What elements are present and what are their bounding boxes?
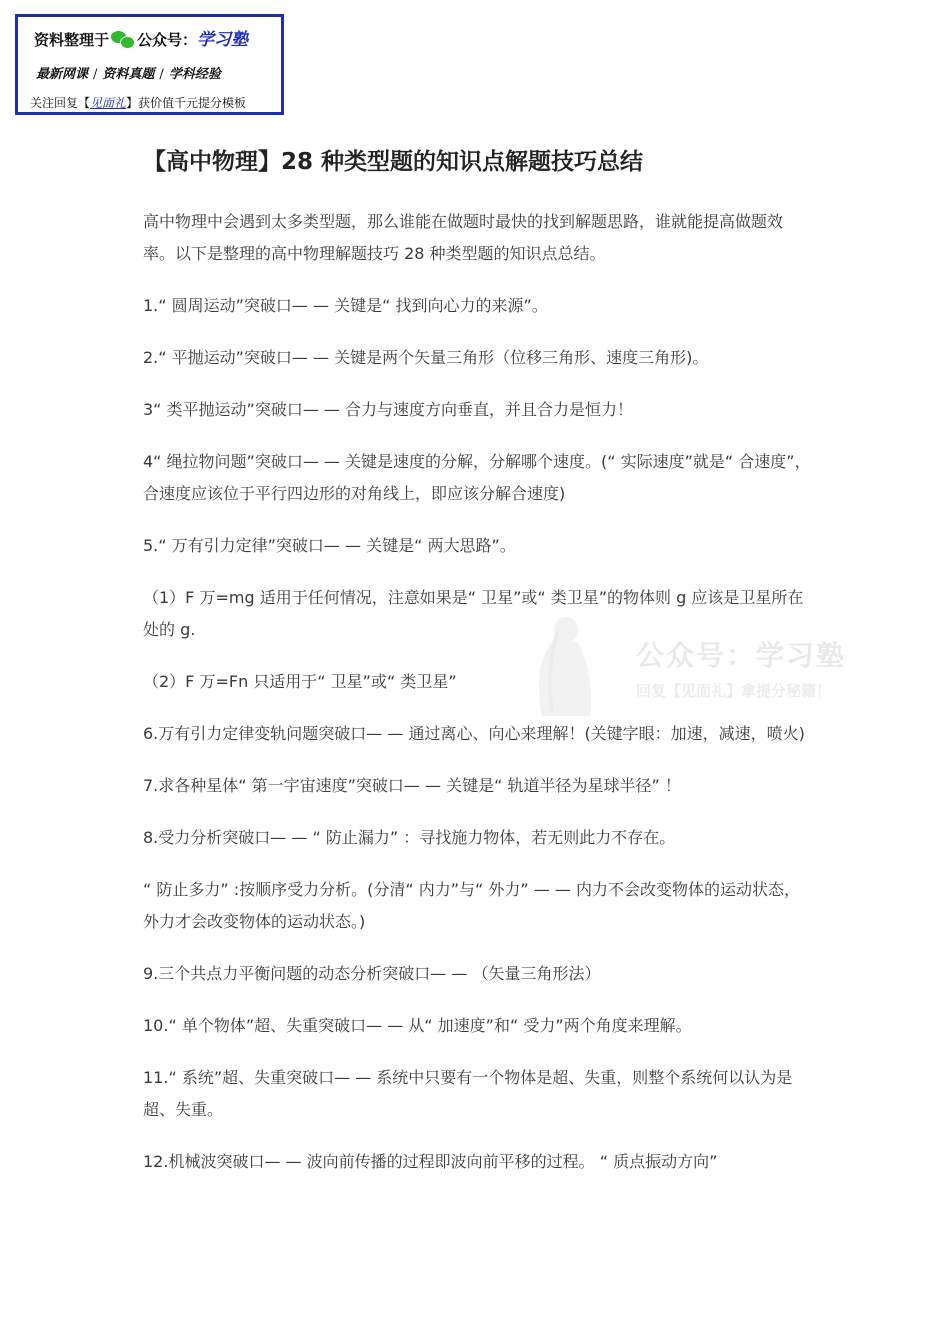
promo-gift-suffix: 】获价值千元提分模板 [126,96,247,110]
tip-paragraph: 6.万有引力定律变轨问题突破口— — 通过离心、向心来理解！(关键字眼：加速，减速，喷火) [143,724,805,743]
promo-source-line [34,25,248,50]
tip-paragraph: 8.受力分析突破口— — “ 防止漏力” ：寻找施力物体，若无则此力不存在。 [143,828,676,847]
promo-link-experience[interactable]: 学科经验 [168,67,221,82]
watermark-account: 公众号：学习塾 [636,639,847,672]
promo-links [36,63,221,82]
promo-separator: / [159,67,164,82]
promo-gift-link[interactable]: 见面礼 [90,96,127,110]
tip-paragraph: 5.“ 万有引力定律”突破口— — 关键是“ 两大思路”。 [143,536,516,555]
tip-paragraph: 1.“ 圆周运动”突破口— — 关键是“ 找到向心力的来源”。 [143,296,548,315]
watermark-reply: 回复【见面礼】拿提分秘籍！ [636,682,832,700]
promo-link-courses[interactable]: 最新网课 [36,67,89,82]
tip-paragraph: （2）F 万=Fn 只适用于“ 卫星”或“ 类卫星” [143,672,457,691]
tip-paragraph: 11.“ 系统”超、失重突破口— — 系统中只要有一个物体是超、失重，则整个系统何以认为是超、失重。 [143,1068,793,1119]
promo-gift-prefix: 关注回复【 [30,96,91,110]
watermark [528,612,873,718]
watermark-figure-icon [528,612,598,716]
intro-paragraph: 高中物理中会遇到太多类型题，那么谁能在做题时最快的找到解题思路，谁就能提高做题效率。以下是整理的高中物理解题技巧 28 种类型题的知识点总结。 [143,212,784,263]
tip-paragraph: “ 防止多力” :按顺序受力分析。(分清“ 内力”与“ 外力” — — 内力不会改变物体的运动状态，外力才会改变物体的运动状态。) [143,880,800,931]
promo-source-prefix: 资料整理于 [34,31,110,49]
promo-link-materials[interactable]: 资料真题 [102,67,155,82]
tip-paragraph: 10.“ 单个物体”超、失重突破口— — 从“ 加速度”和“ 受力”两个角度来理解。 [143,1016,692,1035]
promo-brand-name: 学习塾 [197,30,249,50]
page-title: 【高中物理】28 种类型题的知识点解题技巧总结 [143,149,644,175]
tip-paragraph: 2.“ 平抛运动”突破口— — 关键是两个矢量三角形（位移三角形、速度三角形)。 [143,348,709,367]
tip-paragraph: 7.求各种星体“ 第一宇宙速度”突破口— — 关键是“ 轨道半径为星球半径” ！ [143,776,681,795]
promo-gift-line [30,94,246,111]
promo-account-label: 公众号： [137,31,198,49]
tip-paragraph: 12.机械波突破口— — 波向前传播的过程即波向前平移的过程。 “ 质点振动方向” [143,1152,718,1171]
tip-paragraph: 3“ 类平抛运动”突破口— — 合力与速度方向垂直，并且合力是恒力！ [143,400,634,419]
tip-paragraph: （1）F 万=mg 适用于任何情况，注意如果是“ 卫星”或“ 类卫星”的物体则 g 应该是卫星所在处的 g. [143,588,804,639]
tip-paragraph: 9.三个共点力平衡问题的动态分析突破口— — （矢量三角形法） [143,964,601,983]
promo-separator: / [93,67,98,82]
promo-box [15,14,284,115]
tip-paragraph: 4“ 绳拉物问题”突破口— — 关键是速度的分解，分解哪个速度。(“ 实际速度”就是“ 合速度”，合速度应该位于平行四边形的对角线上，即应该分解合速度) [143,452,811,503]
wechat-icon [111,30,135,48]
